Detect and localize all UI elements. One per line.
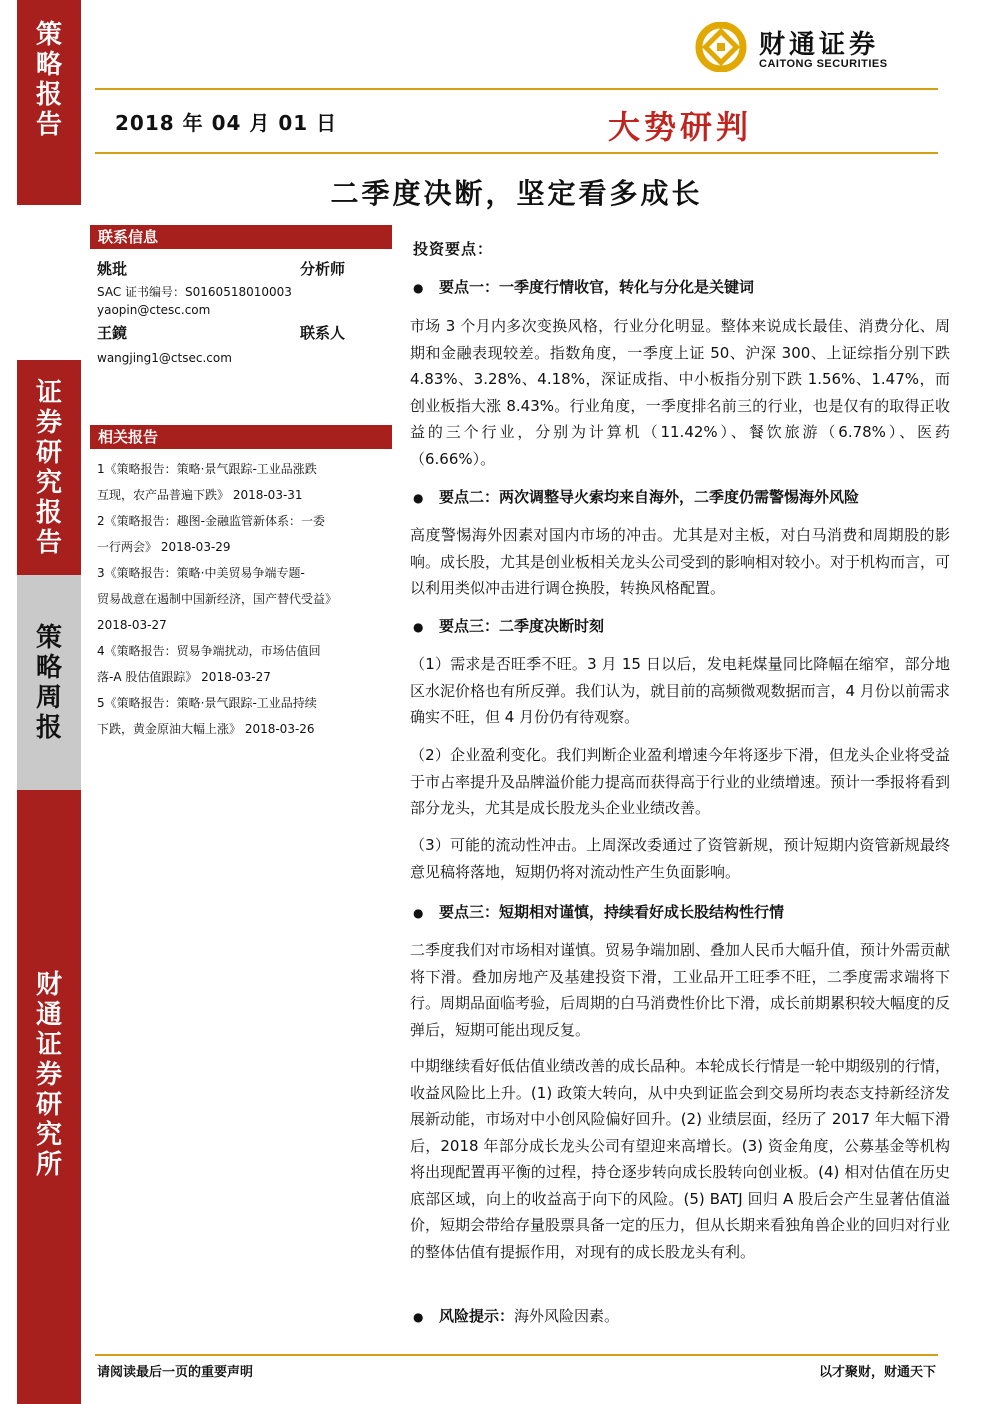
band-char: 报 xyxy=(35,712,62,743)
band-char: 策 xyxy=(35,20,62,50)
band-char: 略 xyxy=(35,652,62,683)
report-category: 大势研判 xyxy=(608,108,753,146)
related-report-item[interactable] xyxy=(97,560,389,638)
bullet-icon: ● xyxy=(413,281,424,295)
key-point-text: 要点二：两次调整导火索均来自海外，二季度仍需警惕海外风险 xyxy=(439,488,860,506)
contact-heading: 联系信息 xyxy=(90,225,392,249)
key-point-4 xyxy=(413,901,948,922)
band-char: 告 xyxy=(35,110,62,140)
band-char: 所 xyxy=(35,1150,62,1180)
band-char: 究 xyxy=(35,467,62,498)
header-divider xyxy=(95,88,938,90)
analyst-cert: SAC 证书编号：S0160518010003 xyxy=(97,285,292,299)
contact-name: 王鏡 xyxy=(97,324,128,342)
band-char: 通 xyxy=(35,1000,62,1030)
report-date: 2018 年 04 月 01 日 xyxy=(115,111,338,135)
band-char: 报 xyxy=(35,80,62,110)
sidebar-band-weekly xyxy=(17,575,81,790)
footer-divider xyxy=(95,1354,938,1356)
header-divider-bottom xyxy=(95,152,938,154)
related-heading: 相关报告 xyxy=(90,425,392,449)
band-char: 研 xyxy=(35,1090,62,1120)
key-point-2 xyxy=(413,486,948,507)
report-line: 下跌，黄金原油大幅上涨》 2018-03-26 xyxy=(97,722,315,736)
logo-mark-icon xyxy=(693,22,749,72)
bullet-icon: ● xyxy=(413,1310,424,1324)
band-char: 证 xyxy=(35,1030,62,1060)
footer-disclaimer[interactable]: 请阅读最后一页的重要声明 xyxy=(97,1365,254,1380)
report-line: 2018-03-27 xyxy=(97,618,167,632)
risk-label: 风险提示： xyxy=(439,1307,515,1325)
report-line: 5《策略报告：策略·景气跟踪-工业品持续 xyxy=(97,696,317,710)
investment-heading: 投资要点： xyxy=(413,240,494,258)
risk-warning xyxy=(413,1305,619,1326)
sidebar-band-research xyxy=(17,360,81,575)
sidebar-band-institute xyxy=(17,790,81,1404)
risk-text: 海外风险因素。 xyxy=(514,1307,620,1325)
analyst-name: 姚玭 xyxy=(97,260,128,278)
sidebar-band-report-type xyxy=(17,0,81,205)
company-logo xyxy=(693,22,933,72)
related-report-item[interactable] xyxy=(97,456,389,508)
report-line: 互现，农产品普遍下跌》 2018-03-31 xyxy=(97,488,303,502)
related-report-item[interactable] xyxy=(97,508,389,560)
band-char: 报 xyxy=(35,497,62,528)
paragraph-4b: 中期继续看好低估值业绩改善的成长品种。本轮成长行情是一轮中期级别的行情，收益风险比上升。(1) 政策大转向，从中央到证监会到交易所均表态支持新经济发展新动能，市场对中小创风险偏好回升。(2) 业绩层面，经历了 2017 年大幅下滑后，2018 年部分成长龙头公司有望迎来高增长。(3) 资金角度，公募基金等机构将出现配置再平衡的过程，持仓逐步转向成长股转向创业板。(4) 相对估值在历史底部区域，向上的收益高于向下的风险。(5) BATJ 回归 A 股后会产生显著估值溢价，短期会带给存量股票具备一定的压力，但从长期来看独角兽企业的回归对行业的整体估值有提振作用，对现有的成长股龙头有利。 xyxy=(410,1057,951,1261)
key-point-text: 要点三：二季度决断时刻 xyxy=(439,617,605,635)
report-line: 3《策略报告：策略·中美贸易争端专题- xyxy=(97,566,305,580)
bullet-icon: ● xyxy=(413,491,424,505)
paragraph-2: 高度警惕海外因素对国内市场的冲击。尤其是对主板，对白马消费和周期股的影响。成长股，尤其是创业板相关龙头公司受到的影响相对较小。对于机构而言，可以利用类似冲击进行调仓换股，转换风格配置。 xyxy=(410,526,951,597)
band-char: 研 xyxy=(35,437,62,468)
key-point-3 xyxy=(413,615,948,636)
band-char: 告 xyxy=(35,527,62,558)
band-char: 策 xyxy=(35,622,62,653)
paragraph-3b: （2）企业盈利变化。我们判断企业盈利增速今年将逐步下滑，但龙头企业将受益于市占率提升及品牌溢价能力提高而获得高于行业的业绩增速。预计一季报将看到部分龙头，尤其是成长股龙头企业业绩改善。 xyxy=(410,746,951,817)
report-line: 2《策略报告：趣图-金融监管新体系：一委 xyxy=(97,514,325,528)
report-line: 落-A 股估值跟踪》 2018-03-27 xyxy=(97,670,271,684)
logo-text-cn: 财通证券 xyxy=(759,30,880,60)
logo-text-en: CAITONG SECURITIES xyxy=(759,58,888,70)
band-char: 周 xyxy=(35,682,62,713)
analyst-email[interactable]: yaopin@ctesc.com xyxy=(97,303,211,317)
report-line: 1《策略报告：策略·景气跟踪-工业品涨跌 xyxy=(97,462,317,476)
band-char: 证 xyxy=(35,377,62,408)
key-point-1 xyxy=(413,276,948,297)
paragraph-4a: 二季度我们对市场相对谨慎。贸易争端加剧、叠加人民币大幅升值，预计外需贡献将下滑。叠加房地产及基建投资下滑，工业品开工旺季不旺，二季度需求端将下行。周期品面临考验，后周期的白马消费性价比下滑，成长前期累积较大幅度的反弹后，短期可能出现反复。 xyxy=(410,941,951,1039)
related-report-item[interactable] xyxy=(97,638,389,690)
bullet-icon: ● xyxy=(413,906,424,920)
analyst-role: 分析师 xyxy=(300,260,346,278)
key-point-text: 要点一：一季度行情收官，转化与分化是关键词 xyxy=(439,278,755,296)
band-char: 略 xyxy=(35,50,62,80)
band-char: 究 xyxy=(35,1120,62,1150)
report-line: 4《策略报告：贸易争端扰动，市场估值回 xyxy=(97,644,321,658)
related-report-item[interactable] xyxy=(97,690,389,742)
related-reports-list xyxy=(97,456,389,742)
footer-slogan: 以才聚财，财通天下 xyxy=(818,1365,936,1380)
report-title: 二季度决断，坚定看多成长 xyxy=(330,177,703,210)
band-char: 财 xyxy=(35,970,62,1000)
paragraph-1: 市场 3 个月内多次变换风格，行业分化明显。整体来说成长最佳、消费分化、周期和金融表现较差。指数角度，一季度上证 50、沪深 300、上证综指分别下跌 4.83%、3.28%、4.18%，深证成指、中小板指分别下跌 1.56%、1.47%，而创业板指大涨 8.43%。行业角度，一季度排名前三的行业，也是仅有的取得正收益的三个行业，分别为计算机（11.42%）、餐饮旅游（6.78%）、医药（6.66%）。 xyxy=(410,317,950,468)
paragraph-3a: （1）需求是否旺季不旺。3 月 15 日以后，发电耗煤量同比降幅在缩窄，部分地区水泥价格也有所反弹。我们认为，就目前的高频微观数据而言，4 月份以前需求确实不旺，但 4 月份仍有待观察。 xyxy=(410,655,950,726)
band-char: 券 xyxy=(35,407,62,438)
bullet-icon: ● xyxy=(413,620,424,634)
report-line: 一行两会》 2018-03-29 xyxy=(97,540,231,554)
contact-email[interactable]: wangjing1@ctsec.com xyxy=(97,351,232,365)
paragraph-3c: （3）可能的流动性冲击。上周深改委通过了资管新规，预计短期内资管新规最终意见稿将落地，短期仍将对流动性产生负面影响。 xyxy=(410,836,950,881)
band-char: 券 xyxy=(35,1060,62,1090)
report-line: 贸易战意在遏制中国新经济，国产替代受益》 xyxy=(97,592,338,606)
contact-role: 联系人 xyxy=(300,324,346,342)
key-point-text: 要点三：短期相对谨慎，持续看好成长股结构性行情 xyxy=(439,903,785,921)
